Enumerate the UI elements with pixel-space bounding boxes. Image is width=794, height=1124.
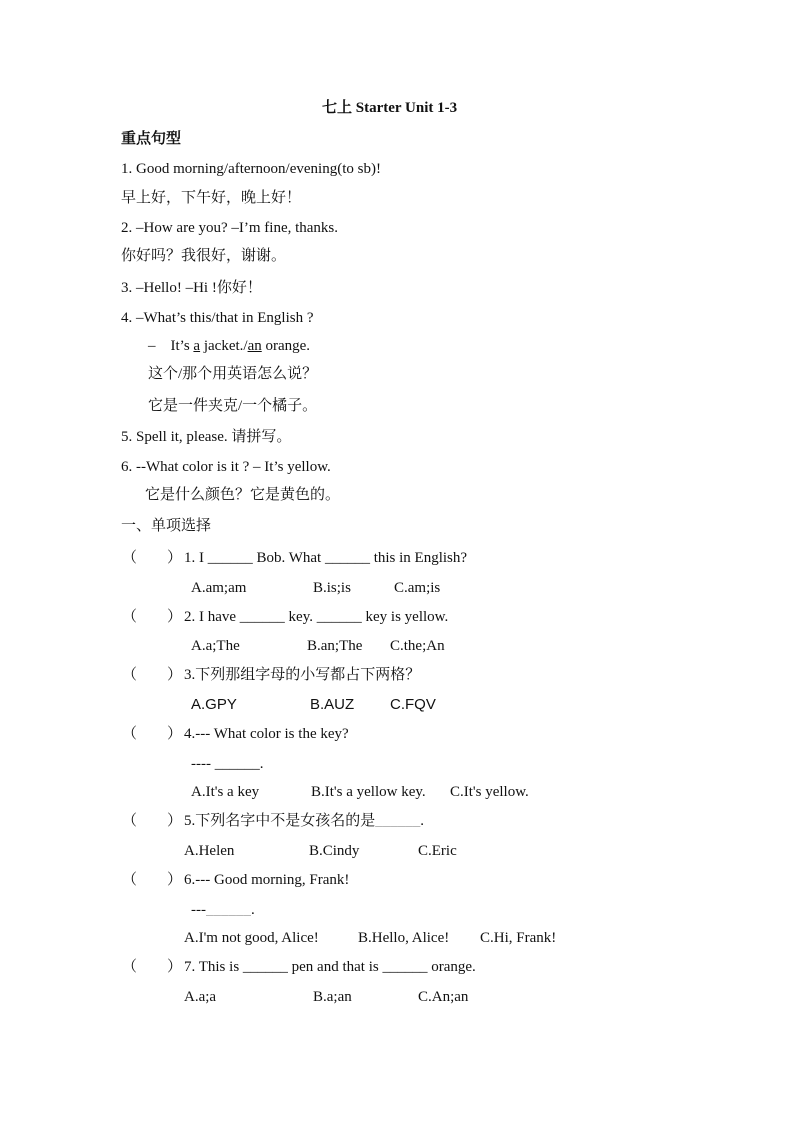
q4-option-b: B.It's a yellow key. <box>311 784 426 800</box>
article-a: a <box>193 338 201 354</box>
q4-option-c: C.It's yellow. <box>450 784 529 800</box>
sentence-1-zh: 早上好，下午好，晚上好！ <box>121 190 302 206</box>
article-an: an <box>247 338 262 354</box>
question-7: 7. This is ______ pen and that is ______ orange. <box>184 959 476 975</box>
answer-bracket-6[interactable]: （ ） <box>122 872 183 888</box>
q3-option-a: A.GPY <box>191 696 237 713</box>
question-1: 1. I ______ Bob. What ______ this in English? <box>184 550 468 566</box>
q2-option-a: A.a;The <box>191 638 240 654</box>
q6-option-c: C.Hi, Frank! <box>480 930 557 946</box>
q1-option-b: B.is;is <box>313 580 351 596</box>
sentence-4-zh-1: 这个/那个用英语怎么说？ <box>148 366 318 382</box>
section-key-sentences: 重点句型 <box>121 131 182 147</box>
q6-option-a: A.I'm not good, Alice! <box>184 930 319 946</box>
sentence-2-en: 2. –How are you? –I’m fine, thanks. <box>121 220 339 236</box>
q1-option-c: C.am;is <box>394 580 441 596</box>
question-5 <box>184 812 424 830</box>
question-2: 2. I have ______ key. ______ key is yellow. <box>184 609 449 625</box>
answer-bracket-2[interactable]: （ ） <box>122 609 183 625</box>
sentence-5: 5. Spell it, please. 请拼写。 <box>121 429 292 445</box>
q3-option-b: B.AUZ <box>310 696 355 713</box>
q5-option-b: B.Cindy <box>309 843 360 859</box>
sentence-4-en: 4. –What’s this/that in English ? <box>121 310 314 326</box>
section-single-choice: 一、单项选择 <box>121 518 212 534</box>
q7-option-c: C.An;an <box>418 989 469 1005</box>
sentence-4-answer <box>148 337 310 355</box>
answer-bracket-4[interactable]: （ ） <box>122 726 183 742</box>
answer-bracket-3[interactable]: （ ） <box>122 667 183 683</box>
q4-option-a: A.It's a key <box>191 784 260 800</box>
q7-option-b: B.a;an <box>313 989 352 1005</box>
question-3: 3.下列那组字母的小写都占下两格？ <box>184 667 421 683</box>
sentence-4-answer-pre: – It’s <box>148 338 194 354</box>
question-6-reply <box>191 901 255 919</box>
sentence-6-en: 6. --What color is it ? – It’s yellow. <box>121 459 331 475</box>
q7-option-a: A.a;a <box>184 989 217 1005</box>
question-6-reply-blank: ______ <box>206 902 251 918</box>
sentence-4-zh-2: 它是一件夹克/一个橘子。 <box>148 398 318 414</box>
sentence-3: 3. –Hello! –Hi !你好！ <box>121 280 262 296</box>
page-title: 七上 Starter Unit 1-3 <box>322 100 458 116</box>
sentence-6-zh: 它是什么颜色？它是黄色的。 <box>145 487 341 503</box>
question-6-reply-dashes: --- <box>191 902 206 918</box>
sentence-1-en: 1. Good morning/afternoon/evening(to sb)! <box>121 161 381 177</box>
sentence-4-answer-post: orange. <box>261 338 311 354</box>
answer-bracket-7[interactable]: （ ） <box>122 959 183 975</box>
question-5-blank: ______ <box>375 813 421 829</box>
question-4: 4.--- What color is the key? <box>184 726 349 742</box>
answer-bracket-5[interactable]: （ ） <box>122 813 183 829</box>
q3-option-c: C.FQV <box>390 696 436 713</box>
sentence-2-zh: 你好吗？我很好，谢谢。 <box>121 248 287 264</box>
q2-option-b: B.an;The <box>307 638 363 654</box>
q6-option-b: B.Hello, Alice! <box>358 930 450 946</box>
q5-option-a: A.Helen <box>184 843 235 859</box>
answer-bracket-1[interactable]: （ ） <box>122 550 183 566</box>
q1-option-a: A.am;am <box>191 580 247 596</box>
question-5-text: 5.下列名字中不是女孩名的是 <box>184 813 376 829</box>
question-6-reply-period: . <box>251 902 255 918</box>
q2-option-c: C.the;An <box>390 638 445 654</box>
question-5-period: . <box>420 813 425 829</box>
question-4-reply: ---- ______. <box>191 756 264 772</box>
question-6: 6.--- Good morning, Frank! <box>184 872 350 888</box>
sentence-4-answer-mid: jacket./ <box>200 338 248 354</box>
q5-option-c: C.Eric <box>418 843 457 859</box>
